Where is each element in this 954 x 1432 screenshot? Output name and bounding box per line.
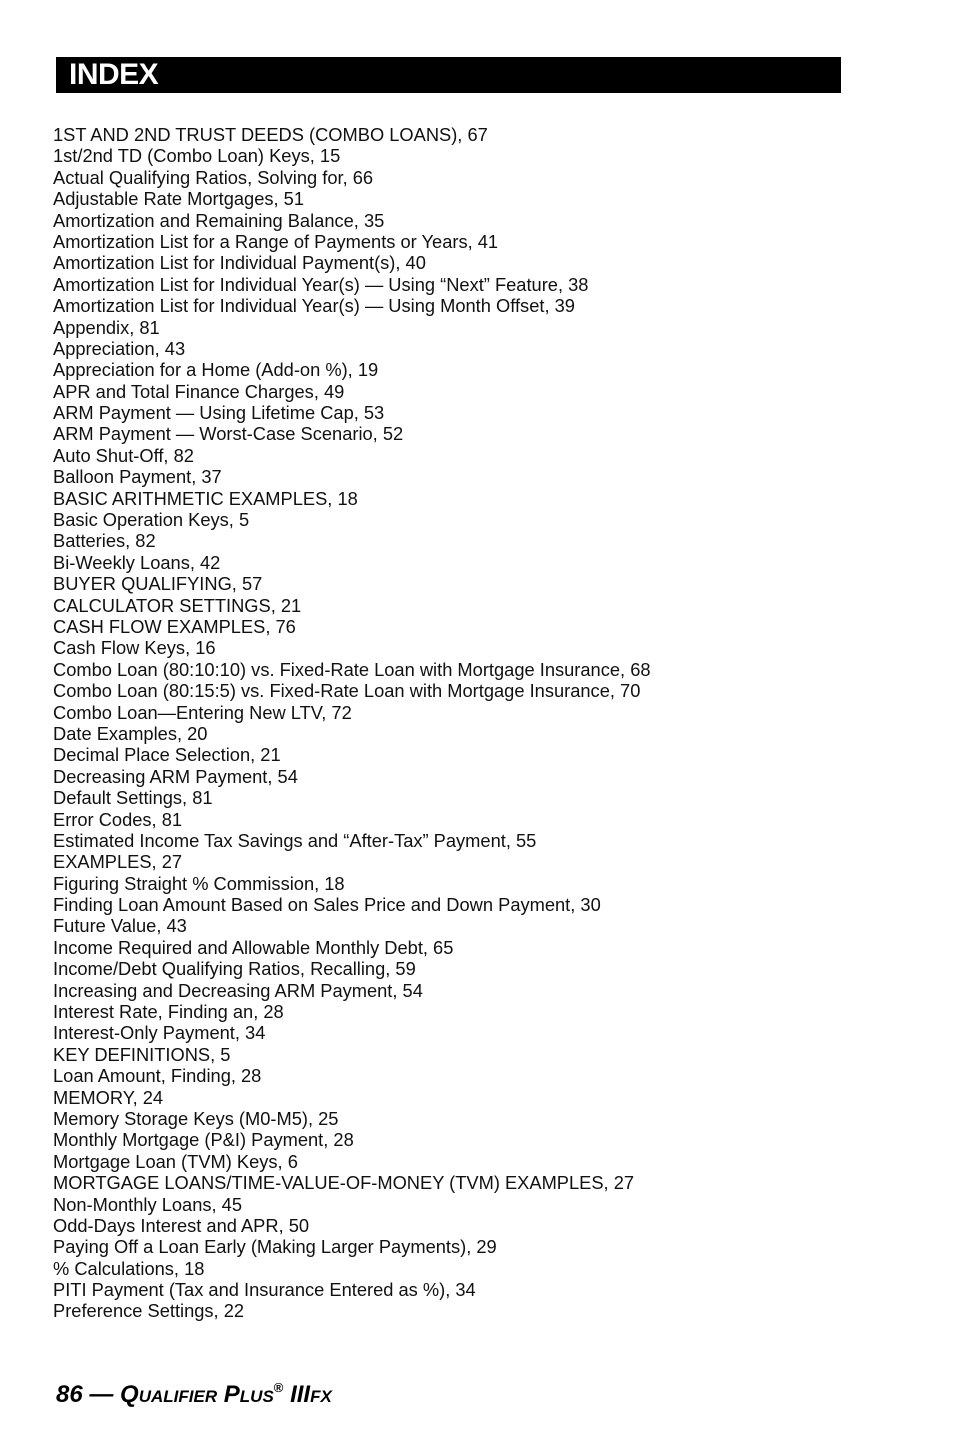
page-number: 86 bbox=[56, 1381, 83, 1408]
index-entry: Combo Loan (80:10:10) vs. Fixed-Rate Loan with Mortgage Insurance, 68 bbox=[53, 658, 651, 680]
product-name-word2: Plus bbox=[223, 1381, 274, 1408]
index-entry: Non-Monthly Loans, 45 bbox=[53, 1193, 243, 1215]
index-entry: Preference Settings, 22 bbox=[53, 1300, 245, 1322]
index-entry: EXAMPLES, 27 bbox=[53, 851, 183, 873]
index-entry: Error Codes, 81 bbox=[53, 808, 183, 830]
index-entry: Combo Loan (80:15:5) vs. Fixed-Rate Loan with Mortgage Insurance, 70 bbox=[53, 680, 641, 702]
index-entry: Combo Loan—Entering New LTV, 72 bbox=[53, 701, 352, 723]
registered-mark: ® bbox=[273, 1380, 284, 1395]
index-entry: 1st/2nd TD (Combo Loan) Keys, 15 bbox=[53, 145, 341, 167]
index-header-bar bbox=[56, 57, 841, 93]
index-entry: Interest-Only Payment, 34 bbox=[53, 1022, 266, 1044]
index-entry: Mortgage Loan (TVM) Keys, 6 bbox=[53, 1150, 298, 1172]
index-entry: Balloon Payment, 37 bbox=[53, 466, 222, 488]
index-entry: Amortization List for Individual Year(s) — Using Month Offset, 39 bbox=[53, 295, 575, 317]
index-entry: Monthly Mortgage (P&I) Payment, 28 bbox=[53, 1129, 354, 1151]
index-entry: Income/Debt Qualifying Ratios, Recalling, 59 bbox=[53, 958, 416, 980]
index-entry: Actual Qualifying Ratios, Solving for, 66 bbox=[53, 166, 374, 188]
index-entry: MORTGAGE LOANS/TIME-VALUE-OF-MONEY (TVM) EXAMPLES, 27 bbox=[53, 1172, 635, 1194]
index-entry: Amortization List for Individual Year(s) — Using “Next” Feature, 38 bbox=[53, 273, 589, 295]
index-entry: Default Settings, 81 bbox=[53, 787, 213, 809]
index-entry: CASH FLOW EXAMPLES, 76 bbox=[53, 615, 296, 637]
index-entry: Decreasing ARM Payment, 54 bbox=[53, 765, 298, 787]
index-entry: BASIC ARITHMETIC EXAMPLES, 18 bbox=[53, 487, 358, 509]
index-entry: Amortization List for Individual Payment(s), 40 bbox=[53, 252, 426, 274]
index-entry: Paying Off a Loan Early (Making Larger Payments), 29 bbox=[53, 1236, 497, 1258]
footer-dash: — bbox=[82, 1381, 121, 1408]
index-entry: Cash Flow Keys, 16 bbox=[53, 637, 216, 659]
index-entry: % Calculations, 18 bbox=[53, 1257, 205, 1279]
index-entry: KEY DEFINITIONS, 5 bbox=[53, 1043, 231, 1065]
index-entry: Appendix, 81 bbox=[53, 316, 160, 338]
index-entry: Amortization and Remaining Balance, 35 bbox=[53, 209, 385, 231]
index-entry: APR and Total Finance Charges, 49 bbox=[53, 380, 345, 402]
index-entry: Appreciation, 43 bbox=[53, 337, 186, 359]
product-model-numeral: III bbox=[290, 1381, 311, 1408]
index-entry: MEMORY, 24 bbox=[53, 1086, 164, 1108]
index-entry: Future Value, 43 bbox=[53, 915, 187, 937]
index-entry: ARM Payment — Using Lifetime Cap, 53 bbox=[53, 402, 385, 424]
index-entry: Estimated Income Tax Savings and “After-Tax” Payment, 55 bbox=[53, 829, 537, 851]
index-entry: Increasing and Decreasing ARM Payment, 54 bbox=[53, 979, 423, 1001]
index-entry: ARM Payment — Worst-Case Scenario, 52 bbox=[53, 423, 404, 445]
index-entry: Basic Operation Keys, 5 bbox=[53, 509, 250, 531]
index-entry: Decimal Place Selection, 21 bbox=[53, 744, 281, 766]
index-entry: Loan Amount, Finding, 28 bbox=[53, 1065, 262, 1087]
index-entry: BUYER QUALIFYING, 57 bbox=[53, 573, 263, 595]
index-entry: Figuring Straight % Commission, 18 bbox=[53, 872, 345, 894]
index-entry: Income Required and Allowable Monthly Debt, 65 bbox=[53, 936, 454, 958]
page-footer bbox=[56, 1373, 332, 1412]
page-title: INDEX bbox=[69, 58, 159, 91]
index-entry-list bbox=[53, 124, 651, 1322]
index-entry: PITI Payment (Tax and Insurance Entered as %), 34 bbox=[53, 1279, 476, 1301]
index-entry: Batteries, 82 bbox=[53, 530, 156, 552]
index-entry: Odd-Days Interest and APR, 50 bbox=[53, 1214, 310, 1236]
index-entry: CALCULATOR SETTINGS, 21 bbox=[53, 594, 302, 616]
index-entry: Interest Rate, Finding an, 28 bbox=[53, 1001, 284, 1023]
index-entry: Memory Storage Keys (M0-M5), 25 bbox=[53, 1107, 339, 1129]
index-entry: Finding Loan Amount Based on Sales Price and Down Payment, 30 bbox=[53, 894, 601, 916]
index-entry: 1ST AND 2ND TRUST DEEDS (COMBO LOANS), 67 bbox=[53, 124, 488, 145]
product-model-suffix: FX bbox=[310, 1387, 332, 1406]
product-name-word1: Qualifier bbox=[120, 1381, 218, 1408]
index-entry: Auto Shut-Off, 82 bbox=[53, 444, 194, 466]
index-entry: Amortization List for a Range of Payments or Years, 41 bbox=[53, 230, 499, 252]
index-entry: Appreciation for a Home (Add-on %), 19 bbox=[53, 359, 379, 381]
index-entry: Date Examples, 20 bbox=[53, 722, 208, 744]
index-entry: Adjustable Rate Mortgages, 51 bbox=[53, 188, 305, 210]
index-entry: Bi-Weekly Loans, 42 bbox=[53, 551, 221, 573]
